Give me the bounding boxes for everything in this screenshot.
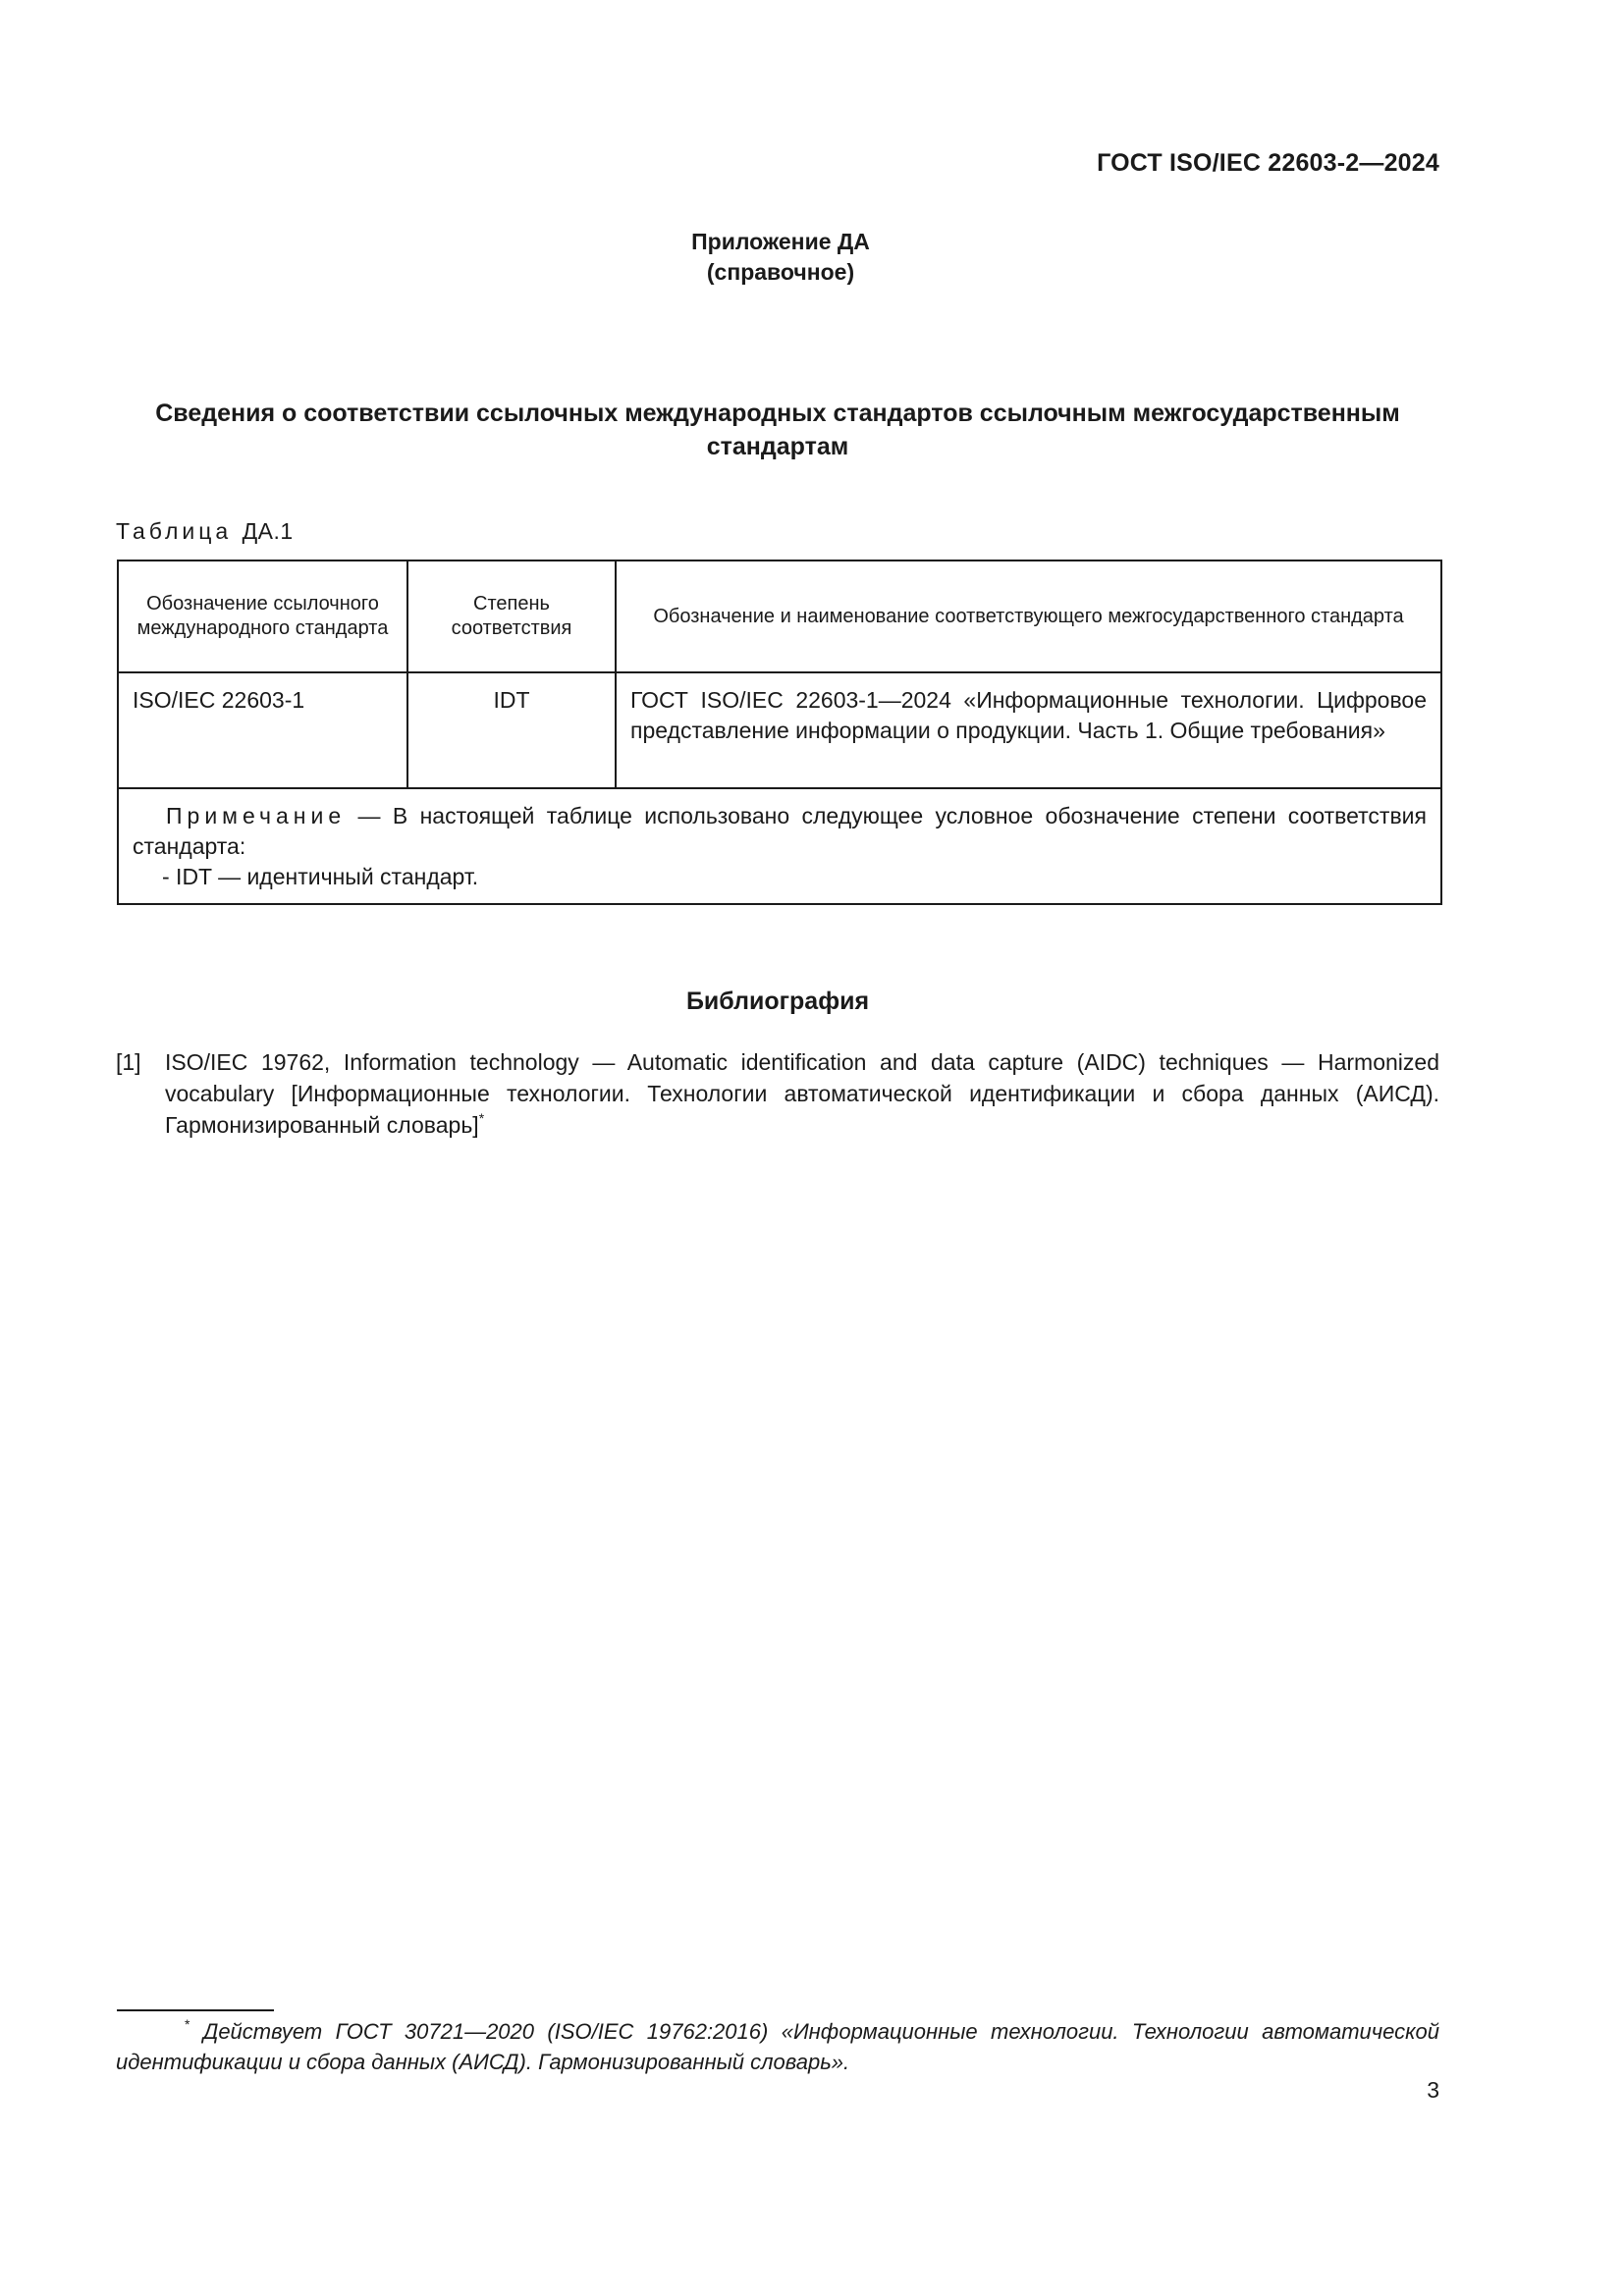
bibliography-entry-text (165, 1046, 1439, 1141)
note-paragraph (133, 801, 1427, 862)
table-caption-number: ДА.1 (242, 518, 294, 544)
appendix-heading (0, 227, 1561, 288)
table-caption-label: Таблица (116, 518, 233, 544)
footnote-text: Действует ГОСТ 30721—2020 (ISO/IEC 19762:2016) «Информационные технологии. Технологии автоматической идентификации и сбора данных (АИСД). Гармонизированный словарь». (116, 2019, 1439, 2074)
page-number: 3 (1427, 2077, 1439, 2103)
footnote-mark: * (185, 2016, 190, 2032)
table-note (118, 788, 1441, 904)
table-row (118, 672, 1441, 788)
bibliography-entry-number: [1] (116, 1049, 141, 1075)
bibliography-entry-body: ISO/IEC 19762, Information technology — Automatic identification and data capture (AIDC) techniques — Harmonized vocabulary [Информационные технологии. Технологии автоматической идентификации и сбора данных (АИСД). Гармонизированный словарь] (165, 1049, 1439, 1138)
footnote-reference-mark[interactable]: * (478, 1110, 485, 1126)
bibliography-entry (116, 1046, 1439, 1141)
table-header-row (118, 561, 1441, 672)
note-list-item: - IDT — идентичный стандарт. (162, 864, 479, 889)
correspondence-table (117, 560, 1442, 905)
note-text: — В настоящей таблице использовано следующее условное обозначение степени соответствия стандарта: (133, 803, 1427, 859)
appendix-subtitle: (справочное) (706, 259, 855, 285)
header-degree: Степень соответствия (407, 561, 616, 672)
cell-ref-standard: ISO/IEC 22603-1 (118, 672, 407, 788)
cell-gost-standard: ГОСТ ISO/IEC 22603-1—2024 «Информационные технологии. Цифровое представление информации о продукции. Часть 1. Общие требования» (616, 672, 1441, 788)
bibliography-title: Библиография (685, 988, 870, 1015)
footnote (116, 2016, 1439, 2077)
appendix-title: Приложение ДА (691, 229, 870, 254)
section-title: Сведения о соответствии ссылочных международных стандартов ссылочным межгосударственным стандартам (155, 400, 1400, 460)
note-label: Примечание (166, 803, 347, 828)
document-code: ГОСТ ISO/IEC 22603-2—2024 (1097, 149, 1439, 177)
header-gost-standard: Обозначение и наименование соответствующего межгосударственного стандарта (616, 561, 1441, 672)
cell-degree: IDT (407, 672, 616, 788)
table-caption (116, 518, 294, 545)
header-ref-standard: Обозначение ссылочного международного стандарта (118, 561, 407, 672)
table-note-row (118, 788, 1441, 904)
footnote-divider (117, 2009, 274, 2011)
